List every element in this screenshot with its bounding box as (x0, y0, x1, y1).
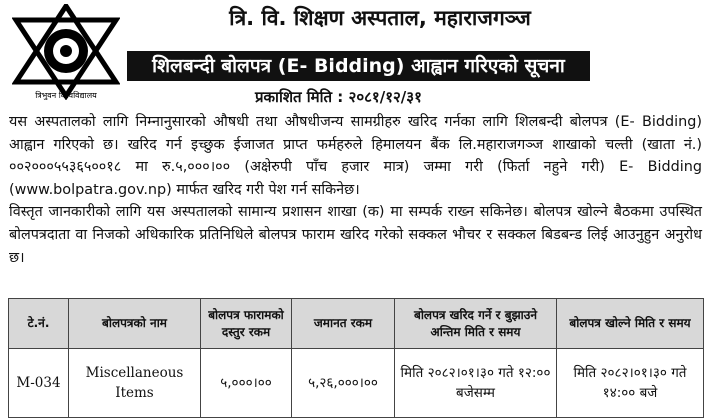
col-security: जमानत रकम (292, 299, 395, 349)
notice-banner: शिलबन्दी बोलपत्र (E- Bidding) आह्वान गरिएको सूचना (127, 51, 590, 81)
cell-opening: मिति २०८२।०१।३० गते १४:०० बजे (557, 349, 704, 418)
col-opening: बोलपत्र खोल्ने मिति र समय (557, 299, 704, 349)
col-form-fee: बोलपत्र फारामको दस्तुर रकम (201, 299, 292, 349)
col-bid-name: बोलपत्रको नाम (69, 299, 201, 349)
col-deadline: बोलपत्र खरिद गर्ने र बुझाउने अन्तिम मिति र समय (395, 299, 557, 349)
hospital-title: त्रि. वि. शिक्षण अस्पताल, महाराजगञ्ज (229, 6, 531, 30)
notice-body (9, 111, 702, 269)
table-header-row (9, 299, 704, 349)
table-row (9, 349, 704, 418)
cell-security: ५,२६,०००।०० (292, 349, 395, 418)
cell-deadline: मिति २०८२।०१।३० गते १२:०० बजेसम्म (395, 349, 557, 418)
cell-form-fee: ५,०००।०० (201, 349, 292, 418)
university-logo (12, 4, 120, 100)
cell-tender-no: M-034 (9, 349, 69, 418)
notice-paragraph-1: यस अस्पतालको लागि निम्नानुसारको औषधी तथा औषधीजन्य सामग्रीहरु खरिद गर्नका लागि शिलबन्दी बोलपत्र (E- Bidding) आह्वान गरिएको छ। खरिद गर्न इच्छुक ईजाजत प्राप्त फर्महरुले हिमालयन बैंक लि.महाराजगञ्ज शाखाको चल्ती (खाता नं.) ००२०००५५३६५००१८ मा रु.५,०००।०० (अक्षेरुपी पाँच हजार मात्र) जम्मा गरी (फिर्ता नहुने गरी) E- Bidding (www.bolpatra.gov.np) मार्फत खरिद गरी पेश गर्न सकिनेछ। (9, 114, 702, 198)
notice-paragraph-2: विस्तृत जानकारीको लागि यस अस्पतालको सामान्य प्रशासन शाखा (क) मा सम्पर्क राख्न सकिनेछ। बोलपत्र खोल्ने बैठकमा उपस्थित बोलपत्रदाता वा निजको अधिकारिक प्रतिनिधिले बोलपत्र फाराम खरिद गरेको सक्कल भौचर र सक्कल बिडबन्ड लिई आउनुहुन अनुरोध छ। (9, 204, 702, 266)
logo-emblem-icon (12, 4, 120, 100)
logo-motto: त्रिभुवन विश्वविद्यालय (35, 91, 97, 100)
bid-table (8, 298, 704, 418)
published-date: प्रकाशित मिति : २०८१/१२/३१ (255, 88, 422, 106)
cell-bid-name: Miscellaneous Items (69, 349, 201, 418)
col-tender-no: टे.नं. (9, 299, 69, 349)
